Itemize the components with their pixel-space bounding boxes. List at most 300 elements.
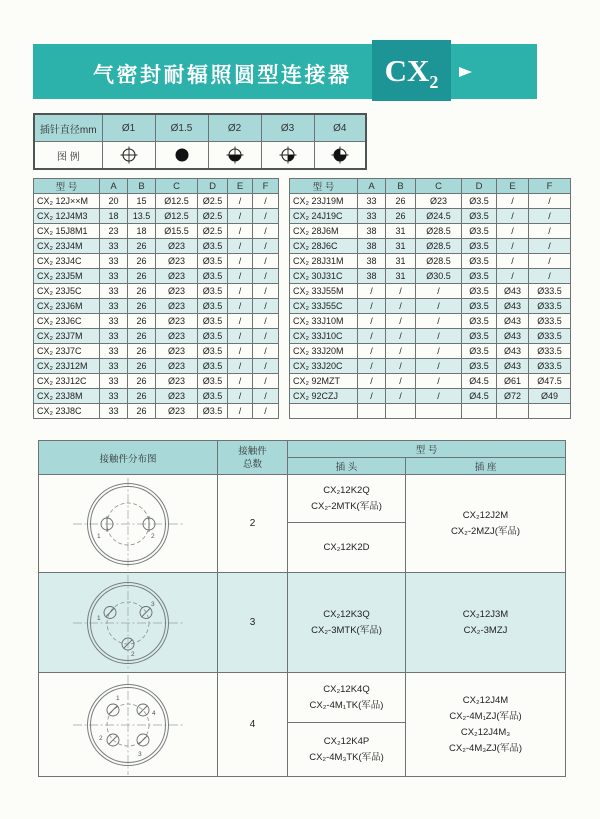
value-cell: Ø3.5 <box>198 374 228 389</box>
value-cell: / <box>228 404 253 419</box>
value-cell: Ø2.5 <box>198 194 228 209</box>
spec-row <box>34 374 279 389</box>
value-cell: 33 <box>100 269 128 284</box>
total-contacts-header: 接触件 总数 <box>218 441 288 475</box>
value-cell: 33 <box>100 254 128 269</box>
value-cell: / <box>416 314 462 329</box>
model-cell: CX₂ 12J××M <box>34 194 100 209</box>
spec-row <box>290 194 571 209</box>
value-cell: 26 <box>128 239 156 254</box>
value-cell: 33 <box>100 299 128 314</box>
value-cell: Ø43 <box>497 314 529 329</box>
spec-row <box>34 254 279 269</box>
value-cell: 33 <box>358 194 386 209</box>
value-cell: / <box>497 239 529 254</box>
legend-symbol-cell <box>102 142 155 170</box>
value-cell: / <box>253 209 279 224</box>
value-cell: / <box>497 209 529 224</box>
model-cell <box>290 404 358 419</box>
value-cell: / <box>386 284 416 299</box>
model-text: CX₂-4M₃TK(军品) <box>309 751 384 763</box>
circle-quarter-filled-bottom-right-icon <box>277 144 299 166</box>
value-cell <box>416 404 462 419</box>
value-cell: / <box>228 329 253 344</box>
value-cell: / <box>253 239 279 254</box>
socket-header: 插 座 <box>406 458 566 475</box>
spec-row <box>34 344 279 359</box>
value-cell: / <box>529 254 571 269</box>
value-cell <box>386 404 416 419</box>
column-header: A <box>358 179 386 194</box>
spec-row <box>34 314 279 329</box>
value-cell: Ø49 <box>529 389 571 404</box>
value-cell: Ø4.5 <box>462 374 497 389</box>
value-cell: / <box>497 224 529 239</box>
model-cell: CX₂ 33J20M <box>290 344 358 359</box>
value-cell: Ø3.5 <box>198 314 228 329</box>
value-cell: / <box>228 254 253 269</box>
value-cell: / <box>416 284 462 299</box>
spec-row <box>290 224 571 239</box>
value-cell: Ø43 <box>497 299 529 314</box>
model-cell: CX₂ 33J55M <box>290 284 358 299</box>
value-cell: Ø12.5 <box>156 209 198 224</box>
value-cell: Ø33.5 <box>529 299 571 314</box>
value-cell: Ø33.5 <box>529 359 571 374</box>
spec-row <box>290 404 571 419</box>
value-cell: / <box>386 329 416 344</box>
value-cell: 13.5 <box>128 209 156 224</box>
model-text: CX₂12K2Q <box>323 484 370 496</box>
socket-models-cell <box>406 673 566 777</box>
model-text: CX₂-4M₃ZJ(军品) <box>449 742 522 754</box>
value-cell: / <box>497 269 529 284</box>
spec-row <box>290 239 571 254</box>
value-cell: / <box>358 299 386 314</box>
value-cell: Ø3.5 <box>462 239 497 254</box>
value-cell: Ø23 <box>156 329 198 344</box>
value-cell: / <box>529 209 571 224</box>
model-cell: CX₂ 23J4C <box>34 254 100 269</box>
value-cell: 38 <box>358 224 386 239</box>
page-header-banner <box>33 44 537 99</box>
spec-row <box>290 269 571 284</box>
spec-row <box>34 404 279 419</box>
legend-row-label: 插针直径mm <box>34 114 102 142</box>
diameter-header: Ø3 <box>261 114 314 142</box>
series-model-badge <box>372 40 451 101</box>
column-header: 型 号 <box>34 179 100 194</box>
arrow-right-icon <box>459 67 472 77</box>
value-cell: Ø15.5 <box>156 224 198 239</box>
socket-models-cell <box>406 475 566 573</box>
value-cell: 33 <box>100 404 128 419</box>
contact-number-label: 3 <box>138 750 142 758</box>
value-cell: / <box>358 359 386 374</box>
value-cell: Ø43 <box>497 344 529 359</box>
value-cell: / <box>228 314 253 329</box>
spec-row <box>34 359 279 374</box>
value-cell: 26 <box>128 329 156 344</box>
spec-row <box>290 299 571 314</box>
model-text: CX₂12K4P <box>323 735 370 747</box>
contact-number-label: 2 <box>99 734 103 742</box>
column-header: E <box>228 179 253 194</box>
value-cell: 31 <box>386 239 416 254</box>
column-header: B <box>386 179 416 194</box>
model-cell: CX₂ 30J31C <box>290 269 358 284</box>
contact-number-label: 3 <box>151 600 155 608</box>
plug-models-cell <box>288 475 406 523</box>
contact-distribution-diagram-4pin <box>39 674 218 776</box>
value-cell: Ø23 <box>156 299 198 314</box>
value-cell: Ø28.5 <box>416 239 462 254</box>
plug-models-cell <box>288 673 406 723</box>
column-header: A <box>100 179 128 194</box>
spec-header-row <box>290 179 571 194</box>
value-cell: Ø23 <box>156 239 198 254</box>
value-cell <box>358 404 386 419</box>
value-cell: / <box>253 194 279 209</box>
model-text: CX₂-2MZJ(军品) <box>450 525 521 537</box>
spec-row <box>34 329 279 344</box>
value-cell: / <box>416 299 462 314</box>
value-cell: Ø23 <box>156 389 198 404</box>
value-cell: / <box>386 299 416 314</box>
model-text: CX₂12K4Q <box>323 683 370 695</box>
series-model-text: CX <box>384 53 430 88</box>
diameter-header: Ø4 <box>314 114 366 142</box>
value-cell: / <box>529 239 571 254</box>
value-cell: Ø23 <box>156 374 198 389</box>
value-cell: / <box>228 299 253 314</box>
contact-number-label: 4 <box>152 709 156 717</box>
contact-diagram-cell <box>39 475 218 573</box>
value-cell: Ø3.5 <box>198 269 228 284</box>
model-text: CX₂12K3Q <box>323 608 370 620</box>
legend-symbol-cell <box>261 142 314 170</box>
model-text: CX₂-2MTK(军品) <box>311 500 382 512</box>
plug-models-cell <box>288 523 406 573</box>
legend-symbol-cell <box>208 142 261 170</box>
contact-distribution-diagram-2pin <box>39 477 218 571</box>
series-model-subscript: 2 <box>429 72 439 92</box>
value-cell: / <box>416 344 462 359</box>
value-cell: 38 <box>358 239 386 254</box>
value-cell: / <box>228 209 253 224</box>
model-text: CX₂12J4M <box>462 694 509 706</box>
spec-table-left <box>33 178 279 419</box>
model-cell: CX₂ 23J7M <box>34 329 100 344</box>
model-cell: CX₂ 23J12M <box>34 359 100 374</box>
value-cell: Ø12.5 <box>156 194 198 209</box>
value-cell: Ø61 <box>497 374 529 389</box>
value-cell: 26 <box>128 404 156 419</box>
value-cell: / <box>253 329 279 344</box>
distribution-header: 接触件分布图 <box>39 441 218 475</box>
value-cell: / <box>358 374 386 389</box>
spec-row <box>34 194 279 209</box>
legend-symbol-cell <box>155 142 208 170</box>
value-cell: Ø3.5 <box>462 209 497 224</box>
value-cell: 33 <box>100 314 128 329</box>
model-cell: CX₂ 23J19M <box>290 194 358 209</box>
total-contacts-value: 3 <box>218 573 288 673</box>
contact-arrangement-table <box>38 440 566 777</box>
circle-half-filled-bottom-icon <box>224 144 246 166</box>
value-cell: Ø23 <box>156 269 198 284</box>
value-cell: 33 <box>100 329 128 344</box>
value-cell: 31 <box>386 224 416 239</box>
model-cell: CX₂ 23J8M <box>34 389 100 404</box>
legend-header-row <box>34 114 366 142</box>
value-cell: 38 <box>358 254 386 269</box>
value-cell: / <box>529 194 571 209</box>
circle-three-quarter-filled-icon <box>329 144 351 166</box>
value-cell: / <box>416 329 462 344</box>
value-cell: / <box>228 389 253 404</box>
value-cell: / <box>253 374 279 389</box>
value-cell: / <box>386 359 416 374</box>
value-cell: / <box>253 284 279 299</box>
value-cell: 26 <box>386 194 416 209</box>
value-cell: / <box>497 254 529 269</box>
value-cell: 20 <box>100 194 128 209</box>
model-text: CX₂-3MZJ <box>463 624 508 636</box>
value-cell: 26 <box>128 359 156 374</box>
arrangement-row-3pin <box>39 573 566 673</box>
total-contacts-value: 2 <box>218 475 288 573</box>
value-cell: / <box>386 389 416 404</box>
value-cell: 26 <box>128 314 156 329</box>
arrangement-row-2pin <box>39 475 566 523</box>
value-cell: Ø3.5 <box>462 299 497 314</box>
contact-number-label: 1 <box>97 532 101 540</box>
diameter-header: Ø2 <box>208 114 261 142</box>
value-cell: / <box>416 374 462 389</box>
column-header: C <box>416 179 462 194</box>
value-cell: Ø3.5 <box>462 344 497 359</box>
value-cell: Ø3.5 <box>462 224 497 239</box>
value-cell: / <box>416 389 462 404</box>
value-cell: 33 <box>358 209 386 224</box>
value-cell: Ø3.5 <box>198 329 228 344</box>
arrangement-row-4pin <box>39 673 566 723</box>
value-cell: / <box>253 404 279 419</box>
socket-models-cell <box>406 573 566 673</box>
value-cell: Ø3.5 <box>462 329 497 344</box>
spec-row <box>290 359 571 374</box>
value-cell: 26 <box>128 269 156 284</box>
column-header: E <box>497 179 529 194</box>
value-cell <box>497 404 529 419</box>
value-cell: / <box>253 314 279 329</box>
value-cell: 33 <box>100 389 128 404</box>
value-cell: / <box>529 224 571 239</box>
model-cell: CX₂ 23J6M <box>34 299 100 314</box>
value-cell: Ø43 <box>497 329 529 344</box>
value-cell: / <box>497 194 529 209</box>
model-cell: CX₂ 23J8C <box>34 404 100 419</box>
value-cell: 33 <box>100 284 128 299</box>
spec-row <box>290 314 571 329</box>
value-cell: 26 <box>128 344 156 359</box>
value-cell: / <box>228 224 253 239</box>
value-cell: Ø3.5 <box>198 404 228 419</box>
value-cell: Ø3.5 <box>462 269 497 284</box>
value-cell: / <box>228 374 253 389</box>
value-cell: Ø30.5 <box>416 269 462 284</box>
value-cell: / <box>253 389 279 404</box>
value-cell: Ø3.5 <box>198 254 228 269</box>
model-text: CX₂12J2M <box>462 509 509 521</box>
value-cell: Ø72 <box>497 389 529 404</box>
value-cell: / <box>228 359 253 374</box>
value-cell: / <box>529 269 571 284</box>
value-cell: Ø3.5 <box>198 389 228 404</box>
contact-diagram-cell <box>39 673 218 777</box>
arrangement-header-row <box>39 441 566 458</box>
value-cell: Ø3.5 <box>462 314 497 329</box>
value-cell: 26 <box>128 389 156 404</box>
spec-row <box>34 269 279 284</box>
model-cell: CX₂ 28J6M <box>290 224 358 239</box>
contact-number-label: 2 <box>151 532 155 540</box>
model-cell: CX₂ 92MZT <box>290 374 358 389</box>
value-cell: Ø23 <box>156 344 198 359</box>
column-header: D <box>198 179 228 194</box>
value-cell: 31 <box>386 269 416 284</box>
value-cell: / <box>358 284 386 299</box>
legend-row-label: 图 例 <box>34 142 102 170</box>
model-cell: CX₂ 23J12C <box>34 374 100 389</box>
contact-number-label: 1 <box>97 614 101 622</box>
column-header: B <box>128 179 156 194</box>
value-cell: Ø3.5 <box>198 239 228 254</box>
value-cell: / <box>358 389 386 404</box>
value-cell: Ø3.5 <box>198 284 228 299</box>
value-cell: Ø33.5 <box>529 284 571 299</box>
contact-number-label: 1 <box>116 694 120 702</box>
contact-diagram-cell <box>39 573 218 673</box>
value-cell: Ø3.5 <box>462 254 497 269</box>
value-cell: / <box>416 359 462 374</box>
value-cell: Ø23 <box>156 404 198 419</box>
value-cell: 38 <box>358 269 386 284</box>
model-text: CX₂-4M₁ZJ(军品) <box>449 710 522 722</box>
value-cell: / <box>358 329 386 344</box>
model-text: CX₂12J4M₃ <box>460 726 511 738</box>
legend-symbol-row <box>34 142 366 170</box>
value-cell <box>529 404 571 419</box>
value-cell: 33 <box>100 374 128 389</box>
spec-row <box>290 374 571 389</box>
value-cell: Ø23 <box>416 194 462 209</box>
value-cell: Ø28.5 <box>416 254 462 269</box>
value-cell: Ø33.5 <box>529 314 571 329</box>
value-cell: Ø23 <box>156 254 198 269</box>
value-cell: / <box>228 239 253 254</box>
value-cell: / <box>228 344 253 359</box>
value-cell: / <box>358 314 386 329</box>
spec-row <box>290 389 571 404</box>
value-cell: Ø33.5 <box>529 344 571 359</box>
value-cell: 33 <box>100 239 128 254</box>
value-cell: / <box>253 254 279 269</box>
value-cell: Ø43 <box>497 284 529 299</box>
value-cell: Ø23 <box>156 359 198 374</box>
model-text: CX₂-4M₁TK(军品) <box>309 699 384 711</box>
value-cell: / <box>358 344 386 359</box>
model-cell: CX₂ 15J8M1 <box>34 224 100 239</box>
circle-crosshair-open-icon <box>118 144 140 166</box>
value-cell: 26 <box>128 284 156 299</box>
model-header: 型 号 <box>288 441 566 458</box>
value-cell: 33 <box>100 344 128 359</box>
plug-models-cell <box>288 723 406 777</box>
diameter-header: Ø1 <box>102 114 155 142</box>
value-cell: / <box>253 299 279 314</box>
value-cell: 26 <box>386 209 416 224</box>
value-cell: / <box>253 269 279 284</box>
model-cell: CX₂ 23J5M <box>34 269 100 284</box>
total-contacts-value: 4 <box>218 673 288 777</box>
value-cell: / <box>386 344 416 359</box>
model-cell: CX₂ 23J4M <box>34 239 100 254</box>
spec-row <box>34 389 279 404</box>
value-cell: / <box>253 224 279 239</box>
value-cell: / <box>228 284 253 299</box>
column-header: D <box>462 179 497 194</box>
value-cell: Ø33.5 <box>529 329 571 344</box>
model-text: CX₂12J3M <box>462 608 509 620</box>
column-header: F <box>529 179 571 194</box>
value-cell: Ø23 <box>156 284 198 299</box>
legend-symbol-cell <box>314 142 366 170</box>
plug-models-cell <box>288 573 406 673</box>
value-cell: Ø4.5 <box>462 389 497 404</box>
contact-number-label: 2 <box>131 650 135 658</box>
value-cell: Ø3.5 <box>198 344 228 359</box>
value-cell: 15 <box>128 194 156 209</box>
value-cell: / <box>253 359 279 374</box>
column-header: C <box>156 179 198 194</box>
value-cell: / <box>253 344 279 359</box>
spec-row <box>290 329 571 344</box>
model-text: CX₂12K2D <box>323 541 370 553</box>
value-cell: / <box>228 194 253 209</box>
value-cell: Ø2.5 <box>198 209 228 224</box>
spec-row <box>34 209 279 224</box>
model-cell: CX₂ 33J55C <box>290 299 358 314</box>
value-cell: / <box>228 269 253 284</box>
value-cell: 18 <box>128 224 156 239</box>
value-cell: 23 <box>100 224 128 239</box>
model-cell: CX₂ 28J31M <box>290 254 358 269</box>
value-cell: Ø43 <box>497 359 529 374</box>
model-cell: CX₂ 28J6C <box>290 239 358 254</box>
value-cell: Ø3.5 <box>462 194 497 209</box>
model-cell: CX₂ 33J20C <box>290 359 358 374</box>
value-cell: / <box>386 314 416 329</box>
value-cell: Ø47.5 <box>529 374 571 389</box>
circle-filled-icon <box>171 144 193 166</box>
column-header: F <box>253 179 279 194</box>
value-cell: 31 <box>386 254 416 269</box>
spec-row <box>34 299 279 314</box>
value-cell: 33 <box>100 359 128 374</box>
value-cell: Ø24.5 <box>416 209 462 224</box>
